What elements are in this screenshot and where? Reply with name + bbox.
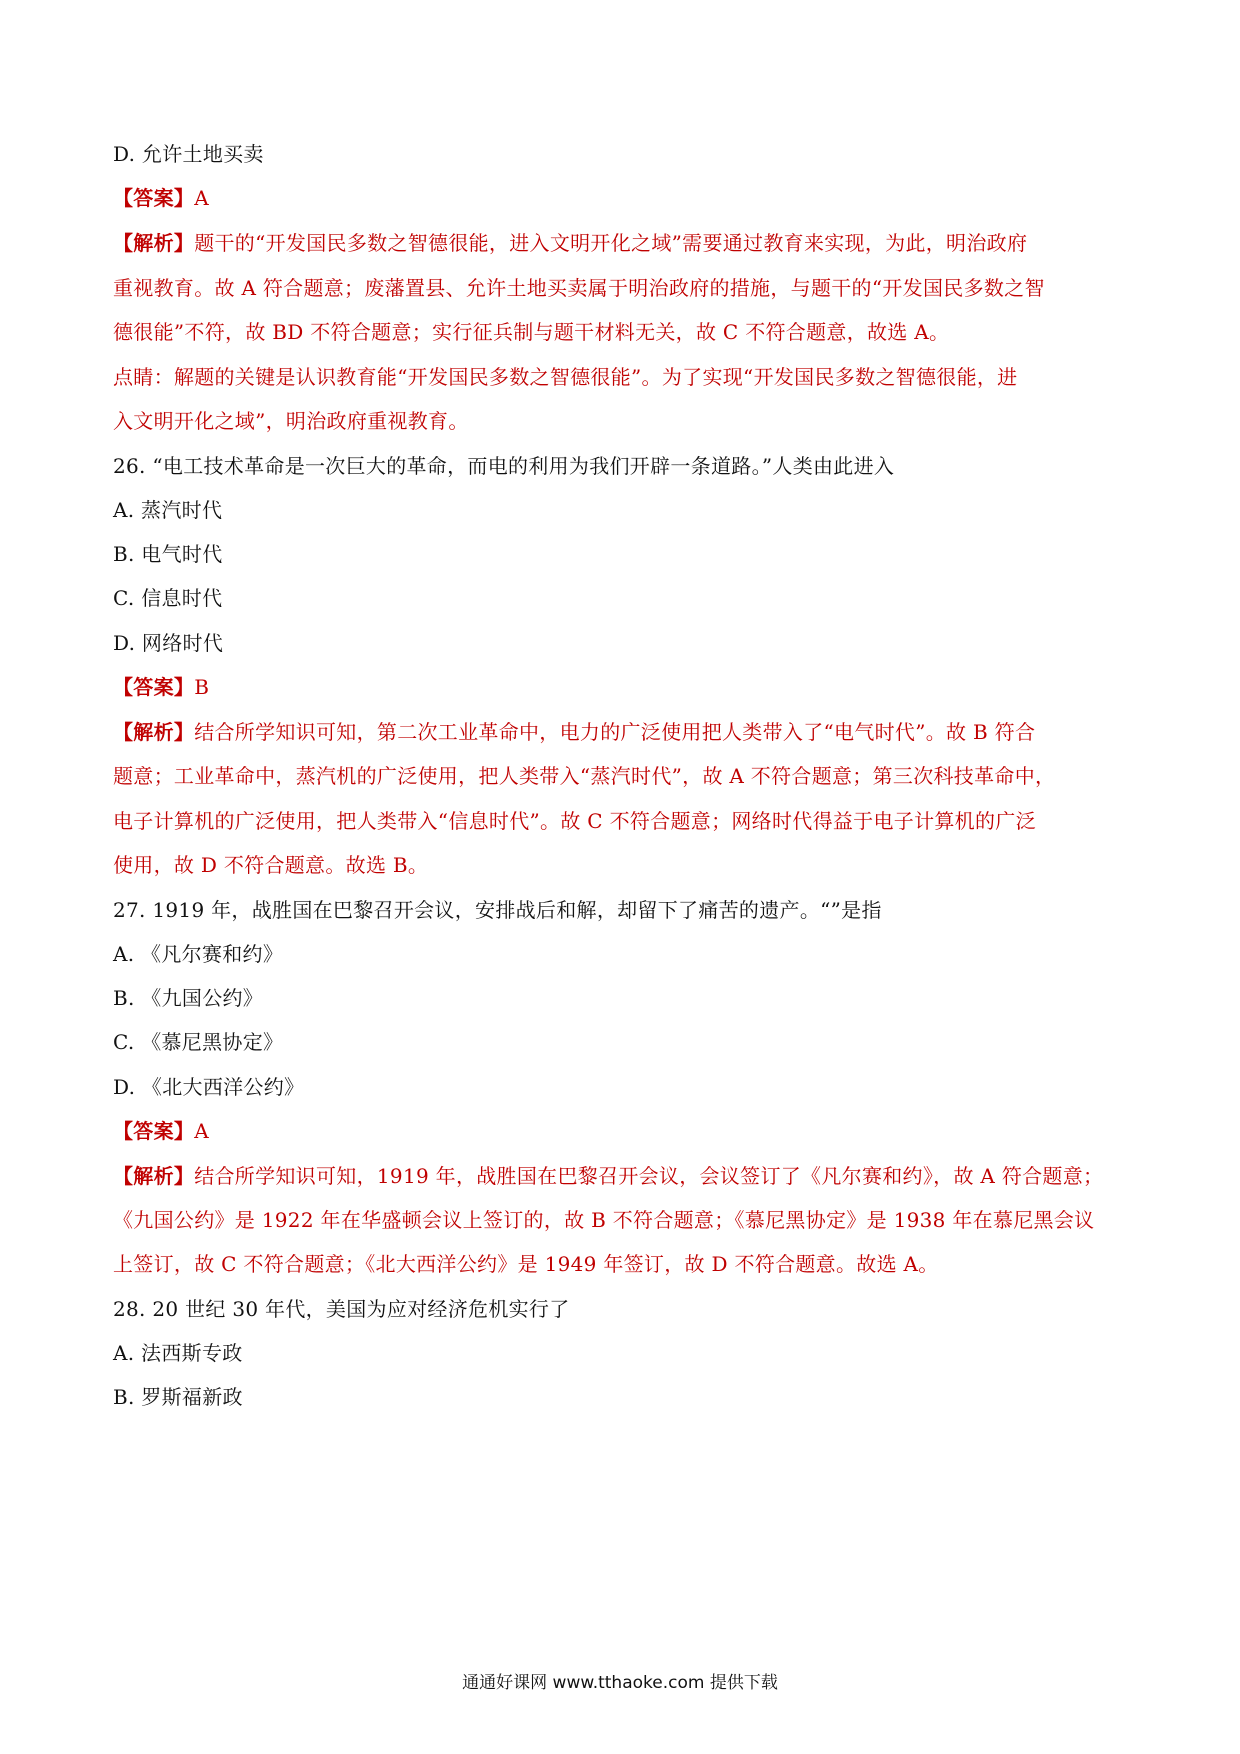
q25-exp-2-text: 重视教育。故 A 符合题意；废藩置县、允许土地买卖属于明治政府的措施，与题干的“开发国民多数之智 [113,276,1045,300]
q26-exp-2-text: 题意；工业革命中，蒸汽机的广泛使用，把人类带入“蒸汽时代”，故 A 不符合题意；第三次科技革命中， [113,764,1056,788]
q26-opt-d-text: D. 网络时代 [113,631,224,655]
line-q26-answer [113,675,209,699]
q27-answer-text: A [194,1119,209,1143]
q25-note-2-text: 入文明开化之域”，明治政府重视教育。 [113,409,469,433]
q27-opt-a-text: A. 《凡尔赛和约》 [113,942,284,966]
q27-answer-label: 【答案】 [113,1119,195,1143]
q26-opt-c-text: C. 信息时代 [113,586,223,610]
q27-exp-2-text: 《九国公约》是 1922 年在华盛顿会议上签订的，故 B 不符合题意；《慕尼黑协定》是 1938 年在慕尼黑会议 [113,1208,1095,1232]
line-q25-note-1 [113,365,1017,389]
line-q28-stem [113,1297,570,1321]
line-q26-exp-1 [113,720,1035,744]
q27-stem-text: 27. 1919 年，战胜国在巴黎召开会议，安排战后和解，却留下了痛苦的遗产。“”是指 [113,898,882,922]
q27-exp-1-text: 结合所学知识可知，1919 年，战胜国在巴黎召开会议，会议签订了《凡尔赛和约》，故 A 符合题意； [194,1164,1104,1188]
q26-answer-text: B [194,675,210,699]
line-q27-opt-c [113,1030,283,1054]
line-q27-exp-1 [113,1164,1103,1188]
line-q26-exp-4 [113,853,428,877]
q27-exp-3-text: 上签订，故 C 不符合题意；《北大西洋公约》是 1949 年签订，故 D 不符合题意。故选 A。 [113,1252,939,1276]
q26-opt-b-text: B. 电气时代 [113,542,223,566]
q26-exp-1-text: 结合所学知识可知，第二次工业革命中，电力的广泛使用把人类带入了“电气时代”。故 B 符合 [194,720,1036,744]
q27-opt-c-text: C. 《慕尼黑协定》 [113,1030,284,1054]
line-q27-stem [113,898,882,922]
line-q27-opt-a [113,942,283,966]
line-q27-exp-3 [113,1252,939,1276]
line-q25-exp-1 [113,231,1027,255]
line-q26-opt-d [113,631,223,655]
line-q26-opt-c [113,586,222,610]
q28-stem-text: 28. 20 世纪 30 年代，美国为应对经济危机实行了 [113,1297,570,1321]
line-q25-note-2 [113,409,469,433]
line-q27-opt-b [113,986,263,1010]
q25-exp-3-text: 德很能”不符，故 BD 不符合题意；实行征兵制与题干材料无关，故 C 不符合题意，故选 A。 [113,320,950,344]
q25-opt-d-text: D. 允许土地买卖 [113,142,264,166]
line-q25-opt-d [113,142,264,166]
q26-stem-text: 26. “电工技术革命是一次巨大的革命，而电的利用为我们开辟一条道路。”人类由此进入 [113,454,895,478]
line-q26-opt-a [113,498,222,522]
q25-answer-label: 【答案】 [113,186,195,210]
q25-answer-text: A [194,186,209,210]
q25-exp-1-text: 题干的“开发国民多数之智德很能，进入文明开化之域”需要通过教育来实现，为此，明治政府 [194,231,1028,255]
q28-opt-b-text: B. 罗斯福新政 [113,1385,243,1409]
q26-answer-label: 【答案】 [113,675,195,699]
q26-exp-3-text: 电子计算机的广泛使用，把人类带入“信息时代”。故 C 不符合题意；网络时代得益于电子计算机的广泛 [113,809,1036,833]
line-q25-exp-2 [113,276,1045,300]
q25-note-1-text: 点睛：解题的关键是认识教育能“开发国民多数之智德很能”。为了实现“开发国民多数之智德很能，进 [113,365,1018,389]
line-q26-stem [113,454,894,478]
q25-exp-1-label: 【解析】 [113,231,195,255]
line-q28-opt-b [113,1385,243,1409]
line-q27-answer [113,1119,209,1143]
line-q25-exp-3 [113,320,949,344]
page-footer: 通通好课网 www.tthaoke.com 提供下载 [462,1673,778,1693]
q26-opt-a-text: A. 蒸汽时代 [113,498,223,522]
line-q27-opt-d [113,1075,304,1099]
q27-opt-b-text: B. 《九国公约》 [113,986,264,1010]
line-q25-answer [113,186,209,210]
q27-exp-1-label: 【解析】 [113,1164,195,1188]
line-q26-opt-b [113,542,223,566]
q26-exp-1-label: 【解析】 [113,720,195,744]
line-q28-opt-a [113,1341,243,1365]
q27-opt-d-text: D. 《北大西洋公约》 [113,1075,305,1099]
q28-opt-a-text: A. 法西斯专政 [113,1341,243,1365]
line-q27-exp-2 [113,1208,1094,1232]
line-q26-exp-3 [113,809,1036,833]
q26-exp-4-text: 使用，故 D 不符合题意。故选 B。 [113,853,429,877]
line-q26-exp-2 [113,764,1055,788]
